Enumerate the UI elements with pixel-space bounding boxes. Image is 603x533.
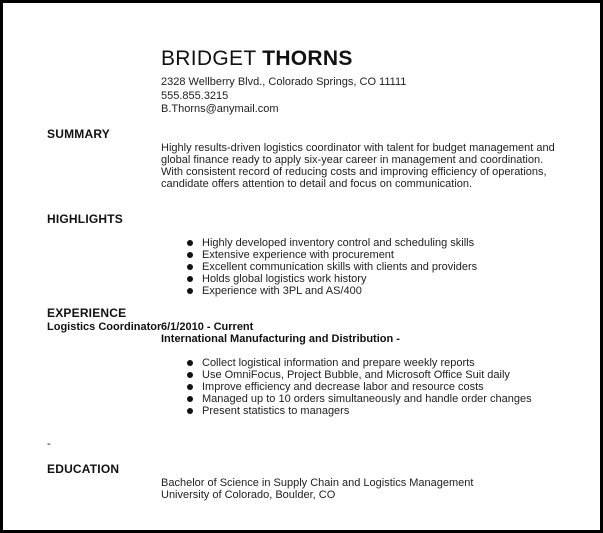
list-item: Improve efficiency and decrease labor and resource costs	[183, 381, 533, 393]
list-item: Highly developed inventory control and scheduling skills	[183, 237, 533, 249]
job-title: Logistics Coordinator	[47, 321, 162, 333]
education-block	[161, 477, 556, 501]
list-item: Experience with 3PL and AS/400	[183, 285, 533, 297]
job-company: International Manufacturing and Distribution -	[161, 333, 400, 345]
school: University of Colorado, Boulder, CO	[161, 489, 336, 501]
highlights-heading: HIGHLIGHTS	[47, 212, 123, 226]
highlights-list	[183, 237, 533, 297]
email: B.Thorns@anymail.com	[161, 103, 279, 115]
list-item: Excellent communication skills with clients and providers	[183, 261, 533, 273]
candidate-name	[161, 47, 353, 71]
education-heading: EDUCATION	[47, 462, 120, 476]
list-item: Extensive experience with procurement	[183, 249, 533, 261]
list-item: Use OmniFocus, Project Bubble, and Microsoft Office Suit daily	[183, 369, 533, 381]
list-item: Managed up to 10 orders simultaneously and handle order changes	[183, 393, 533, 405]
first-name: BRIDGET	[161, 47, 257, 70]
phone: 555.855.3215	[161, 89, 229, 102]
separator-dash: -	[47, 438, 51, 450]
summary-text: Highly results-driven logistics coordinator with talent for budget management and global finance ready to apply six-year career in management and coordination. With consistent record of reducing costs and improving efficiency of operations, candidate offers attention to detail and focus on communication.	[161, 142, 555, 190]
address: 2328 Wellberry Blvd., Colorado Springs, CO 11111	[161, 76, 407, 88]
list-item: Holds global logistics work history	[183, 273, 533, 285]
summary-heading: SUMMARY	[47, 127, 110, 141]
degree: Bachelor of Science in Supply Chain and Logistics Management	[161, 477, 474, 489]
list-item: Collect logistical information and prepare weekly reports	[183, 357, 533, 369]
experience-heading: EXPERIENCE	[47, 306, 127, 320]
contact-info	[161, 76, 406, 117]
last-name: THORNS	[262, 47, 353, 70]
list-item: Present statistics to managers	[183, 405, 533, 417]
job-dates: 6/1/2010 - Current	[161, 321, 254, 333]
experience-list	[183, 357, 533, 417]
